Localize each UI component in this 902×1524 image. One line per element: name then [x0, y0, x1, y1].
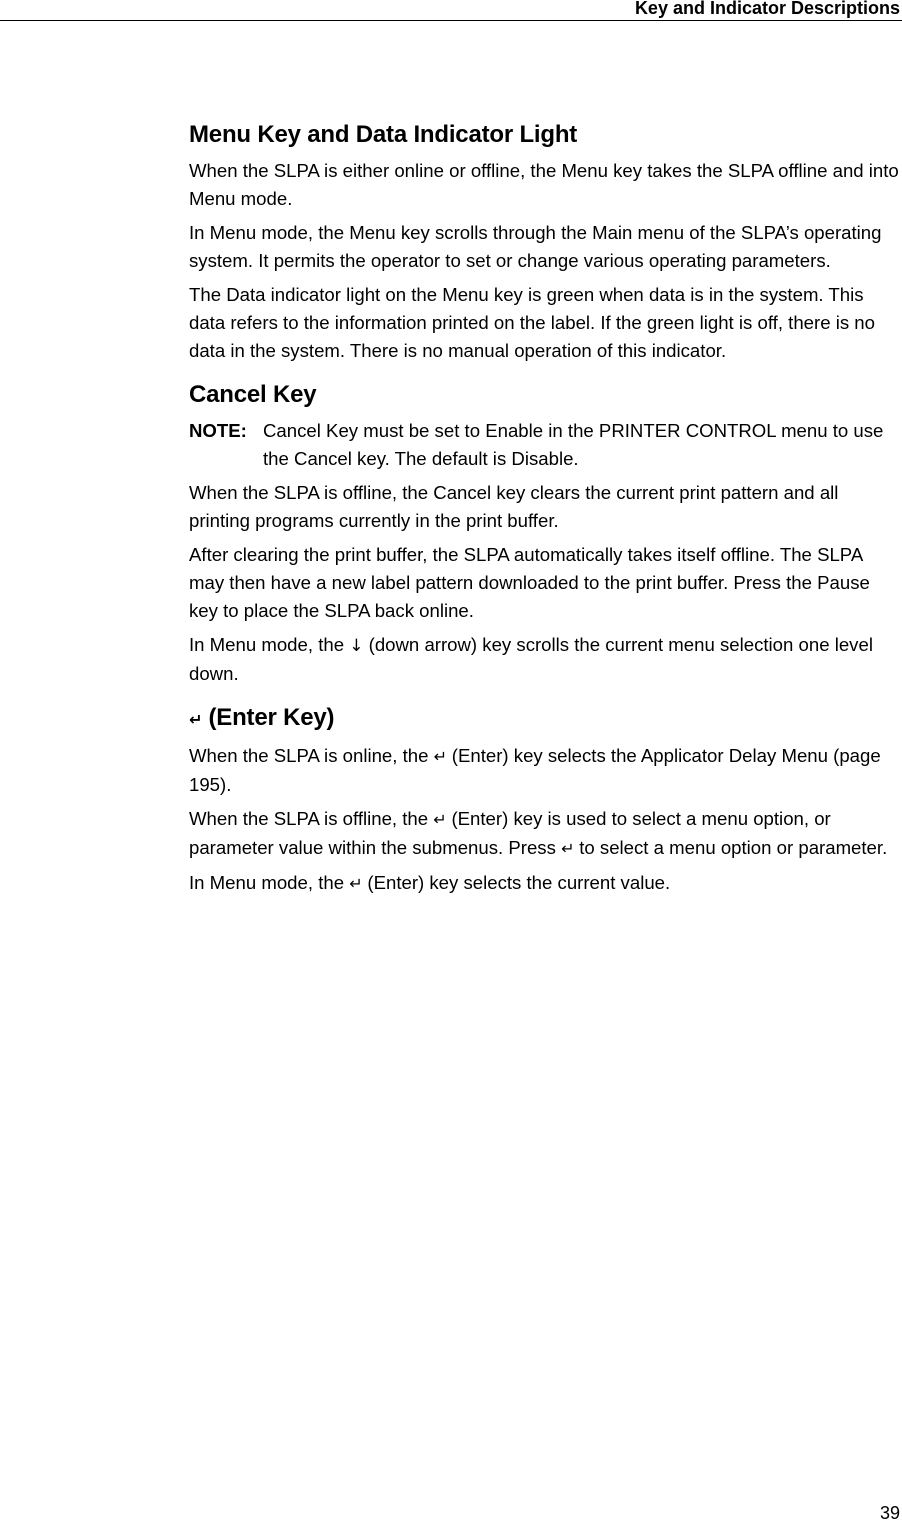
- text-fragment: (Enter) key selects the current value.: [362, 872, 671, 893]
- running-header-title: Key and Indicator Descriptions: [634, 0, 900, 18]
- running-header: [0, 0, 902, 21]
- cancel-key-paragraph-3: [189, 631, 899, 688]
- text-fragment: In Menu mode, the: [189, 872, 350, 893]
- text-fragment: When the SLPA is offline, the: [189, 808, 434, 829]
- text-fragment: (Enter) key selects the Applicator Delay Menu (page 195).: [189, 745, 881, 795]
- enter-key-icon: ↵: [189, 710, 203, 729]
- cancel-key-paragraph-1: When the SLPA is offline, the Cancel key clears the current print pattern and all printing programs currently in the print buffer.: [189, 482, 839, 531]
- text-fragment: (Enter) key is used to select a menu option, or parameter value within the submenus. Press: [189, 808, 831, 858]
- enter-key-icon: ↵: [561, 839, 575, 858]
- enter-key-paragraph-2: [189, 805, 899, 863]
- heading-enter-key: [189, 701, 899, 737]
- enter-key-paragraph-1: [189, 742, 899, 799]
- cancel-key-paragraph-2: After clearing the print buffer, the SLPA automatically takes itself offline. The SLPA may then have a new label pattern downloaded to the print buffer. Press the Pause key to place the SLPA back online.: [189, 544, 870, 621]
- note-label: NOTE:: [189, 420, 247, 441]
- enter-key-icon: ↵: [433, 810, 447, 829]
- enter-key-icon: ↵: [349, 874, 363, 893]
- text-fragment: (down arrow) key scrolls the current menu selection one level down.: [189, 634, 873, 684]
- heading-enter-key-text: (Enter Key): [202, 704, 335, 731]
- heading-menu-key: Menu Key and Data Indicator Light: [189, 121, 578, 148]
- enter-key-icon: ↵: [433, 747, 448, 766]
- menu-key-paragraph-1: When the SLPA is either online or offline, the Menu key takes the SLPA offline and into Menu mode.: [189, 160, 899, 209]
- text-fragment: to select a menu option or parameter.: [574, 837, 888, 858]
- text-fragment: When the SLPA is online, the: [189, 745, 434, 766]
- enter-key-paragraph-3: [189, 869, 899, 898]
- menu-key-paragraph-3: The Data indicator light on the Menu key is green when data is in the system. This data refers to the information printed on the label. If the green light is off, there is no data in the system. There is no manual operation of this indicator.: [189, 284, 875, 361]
- text-fragment: In Menu mode, the: [189, 634, 350, 655]
- note-text: Cancel Key must be set to Enable in the PRINTER CONTROL menu to use the Cancel key. The default is Disable.: [263, 420, 884, 469]
- menu-key-paragraph-2: In Menu mode, the Menu key scrolls through the Main menu of the SLPA’s operating system. It permits the operator to set or change various operating parameters.: [189, 222, 882, 271]
- page-content: [189, 118, 899, 898]
- page-number: 39: [879, 1503, 900, 1523]
- down-arrow-icon: ↓: [349, 636, 364, 656]
- heading-cancel-key: Cancel Key: [189, 381, 317, 408]
- cancel-key-note: [189, 417, 899, 473]
